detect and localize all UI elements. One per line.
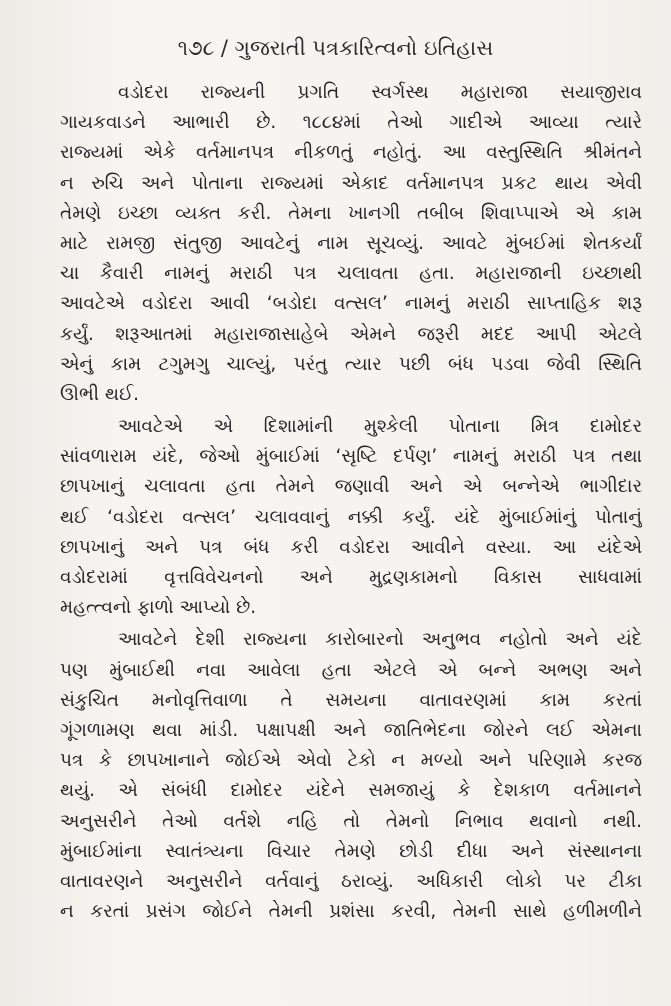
text-line: સાંવળારામ યંદે, જેઓ મુંબાઈમાં ‘સૃષ્ટિ દર્પણ’ નામનું મરાઠી પત્ર તથા xyxy=(60,446,642,468)
paragraph xyxy=(60,78,642,410)
text-line: આવટેને દેશી રાજ્યના કારોબારનો અનુભવ નહોતો અને યંદે xyxy=(118,629,642,651)
text-line: મુંબાઈમાંના સ્વાતંત્ર્યના વિચાર તેમણે છોડી દીધા અને સંસ્થાનના xyxy=(60,840,642,862)
text-line: થઈ ‘વડોદરા વત્સલ’ ચલાવવાનું નક્કી કર્યું. યંદે મુંબાઈમાંનું પોતાનું xyxy=(60,506,642,528)
text-line: વાતાવરણને અનુસરીને વર્તવાનું ઠરાવ્યું. અધિકારી લોકો પર ટીકા xyxy=(60,870,642,892)
text-line: છાપખાનું અને પત્ર બંધ કરી વડોદરા આવીને વસ્યા. આ યંદેએ xyxy=(60,536,642,558)
text-line: આવટેએ વડોદરા આવી ‘બડોદા વત્સલ’ નામનું મરાઠી સાપ્તાહિક શરૂ xyxy=(60,293,642,315)
text-line: ગાયકવાડને આભારી છે. ૧૮૮૪માં તેઓ ગાદીએ આવ્યા ત્યારે xyxy=(60,112,642,134)
text-line: પત્ર કે છાપખાનાને જોઈએ એવો ટેકો ન મળ્યો અને પરિણામે કરજ xyxy=(60,750,642,772)
page-body xyxy=(60,78,642,929)
text-line: મહત્ત્વનો ફાળો આપ્યો છે. xyxy=(60,597,257,619)
text-line: ઊભી થઈ. xyxy=(60,383,139,405)
text-line: ચા કૈવારી નામનું મરાઠી પત્ર ચલાવતા હતા. મહારાજાની ઇચ્છાથી xyxy=(60,263,642,285)
text-line: પણ મુંબાઈથી નવા આવેલા હતા એટલે એ બન્ને અભણ અને xyxy=(60,659,642,681)
text-line: ન રુચિ અને પોતાના રાજ્યમાં એકાદ વર્તમાનપત્ર પ્રકટ થાય એવી xyxy=(60,172,642,194)
text-line: ગૂંગળામણ થવા માંડી. પક્ષાપક્ષી અને જાતિભેદના જોરને લઈ એમના xyxy=(60,719,642,741)
paragraph xyxy=(60,625,642,927)
text-line: ન કરતાં પ્રસંગ જોઈને તેમની પ્રશંસા કરવી, તેમની સાથે હળીમળીને xyxy=(60,901,642,923)
text-line: રાજ્યમાં એકે વર્તમાનપત્ર નીકળતું નહોતું. આ વસ્તુસ્થિતિ શ્રીમંતને xyxy=(60,142,642,164)
text-line: સંકુચિત મનોવૃત્તિવાળા તે સમયના વાતાવરણમાં કામ કરતાં xyxy=(60,689,642,711)
running-header: ૧૭૮ / ગુજરાતી પત્રકારિત્વનો ઇતિહાસ xyxy=(177,36,494,60)
paragraph xyxy=(60,412,642,623)
text-line: તેમણે ઇચ્છા વ્યક્ત કરી. તેમના ખાનગી તબીબ શિવાપ્પાએ એ કામ xyxy=(60,202,642,224)
text-line: આવટેએ એ દિશામાંની મુશ્કેલી પોતાના મિત્ર દામોદર xyxy=(118,416,642,438)
text-line: કર્યું. શરૂઆતમાં મહારાજાસાહેબે એમને જરૂરી મદદ આપી એટલે xyxy=(60,323,642,345)
text-line: વડોદરા રાજ્યની પ્રગતિ સ્વર્ગસ્થ મહારાજા સયાજીરાવ xyxy=(118,82,642,103)
text-line: વડોદરામાં વૃત્તવિવેચનનો અને મુદ્રણકામનો વિકાસ સાધવામાં xyxy=(60,567,642,588)
text-line: થયું. એ સંબંધી દામોદર યંદેને સમજાયું કે દેશકાળ વર્તમાનને xyxy=(60,780,642,802)
text-line: અનુસરીને તેઓ વર્તશે નહિ તો તેમનો નિભાવ થવાનો નથી. xyxy=(60,810,642,832)
text-line: માટે રામજી સંતુજી આવટેનું નામ સૂચવ્યું. આવટે મુંબઈમાં શેતકર્યાં xyxy=(60,232,642,254)
text-line: છાપખાનું ચલાવતા હતા તેમને જણાવી અને એ બન્નેએ ભાગીદાર xyxy=(60,476,642,498)
text-line: એનું કામ ટગુમગુ ચાલ્યું, પરંતુ ત્યાર પછી બંધ પડવા જેવી સ્થિતિ xyxy=(60,353,642,375)
